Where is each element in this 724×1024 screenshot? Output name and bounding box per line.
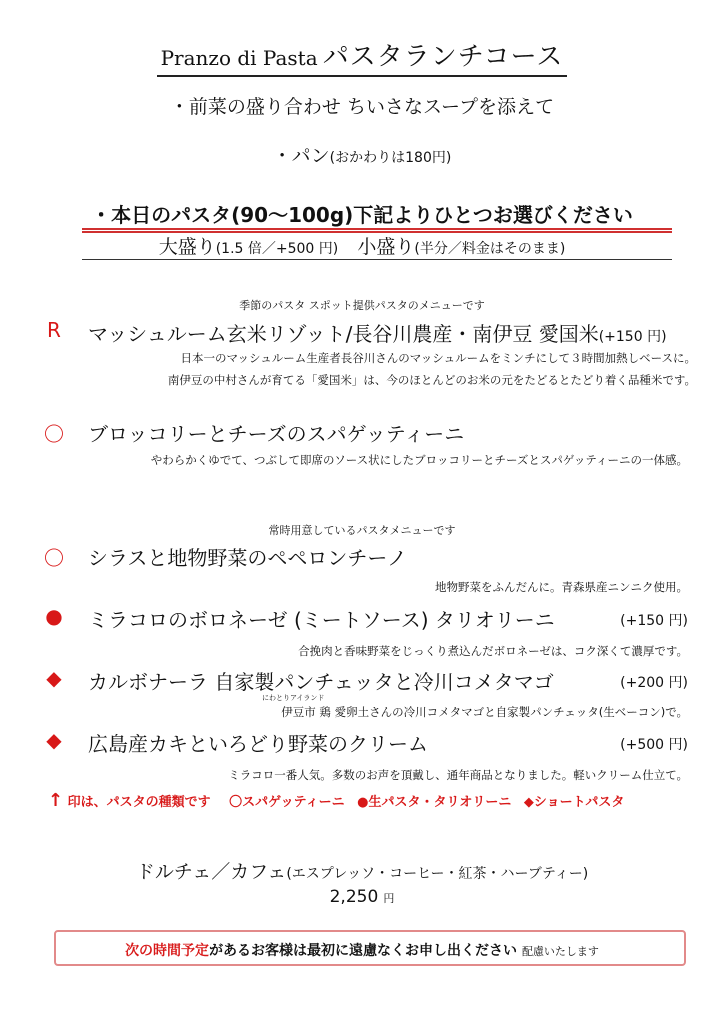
marker-carbonara: ◆ [46,666,62,690]
carbonara-ruby: にわとりアイランド [262,694,325,702]
portion-underline [82,259,672,260]
oyster-desc: ミラコロ一番人気。多数のお声を頂戴し、通年商品となりました。軽いクリーム仕立て。 [228,768,688,782]
menu-title [0,36,724,77]
dish-broccoli: ブロッコリーとチーズのスパゲッティーニ [88,422,465,446]
dish-risotto-price: (+150 円) [598,329,667,345]
marker-broccoli: 〇 [44,422,64,446]
carbonara-desc: 伊豆市 鶏 愛卵土さんの冷川コメタマゴと自家製パンチェッタ(生ベーコン)で。 [281,705,688,719]
large-note: (1.5 倍／+500 円) [215,241,339,257]
bolognese-desc: 合挽肉と香味野菜をじっくり煮込んだボロネーゼは、コク深くて濃厚です。 [298,644,688,658]
small-label: 小盛り [357,236,415,258]
risotto-desc-1: 日本一のマッシュルーム生産者長谷川さんのマッシュルームをミンチにして３時間加熱しベースに。 [180,351,696,365]
peperoncino-desc: 地物野菜をふんだんに。青森県産ニンニク使用。 [435,580,688,594]
notice-bold: があるお客様は最初に遠慮なくお申し出ください [209,943,518,959]
title-japanese: パスタランチコース [322,42,564,72]
legend-text: 印は、パスタの種類です [67,795,211,810]
bread-line [0,141,724,168]
oyster-price: (+500 円) [620,737,688,753]
price-unit: 円 [383,892,395,905]
legend-spaghetti: 〇スパゲッティーニ [229,795,345,810]
marker-peperoncino: 〇 [44,546,64,570]
dolce-note: (エスプレッソ・コーヒー・紅茶・ハーブティー) [286,866,589,882]
risotto-desc-2: 南伊豆の中村さんが育てる「愛国米」は、今のほとんどのお米の元をたどるとたどり着く品種米です。 [167,373,696,387]
seasonal-heading: 季節のパスタ スポット提供パスタのメニューです [239,299,485,312]
carbonara-price: (+200 円) [620,675,688,691]
notice-text [0,940,724,960]
portion-line [0,232,724,259]
dish-peperoncino: シラスと地物野菜のペペロンチーノ [88,546,407,570]
price-amount: 2,250 [329,887,379,907]
small-note: (半分／料金はそのまま) [414,241,566,257]
bolognese-price: (+150 円) [620,613,688,629]
notice-small: 配慮いたします [521,945,599,958]
marker-bolognese: ● [45,604,63,628]
red-underline [82,228,672,230]
broccoli-desc: やわらかくゆでて、つぶして即席のソース状にしたブロッコリーとチーズとスパゲッティーニの一体感。 [150,453,688,467]
dolce-line [0,857,724,884]
bread-label: ・パン [272,145,330,167]
dish-risotto [88,318,667,347]
pasta-choice-heading: ・本日のパスタ(90〜100g)下記よりひとつお選びください [91,203,633,227]
notice-red: 次の時間予定 [125,943,210,959]
legend-line [48,790,624,811]
course-price [0,887,724,907]
marker-risotto: R [47,318,61,342]
arrow-icon: ↑ [48,790,64,811]
starter-line: ・前菜の盛り合わせ ちいさなスープを添えて [169,96,555,118]
title-english: Pranzo di Pasta [160,46,318,70]
marker-oyster: ◆ [46,728,62,752]
dish-bolognese: ミラコロのボロネーゼ (ミートソース) タリオリーニ [88,608,555,632]
dish-risotto-name: マッシュルーム玄米リゾット/長谷川農産・南伊豆 愛国米 [88,322,599,346]
bread-note: (おかわりは180円) [329,150,452,166]
large-label: 大盛り [158,236,216,258]
legend-short: ◆ショートパスタ [523,795,625,810]
dolce-label: ドルチェ／カフェ [135,861,287,883]
dish-carbonara: カルボナーラ 自家製パンチェッタと冷川コメタマゴ [88,670,554,694]
legend-fresh: ●生パスタ・タリオリーニ [357,795,512,810]
dish-oyster: 広島産カキといろどり野菜のクリーム [88,732,428,756]
regular-heading: 常時用意しているパスタメニューです [268,524,456,537]
